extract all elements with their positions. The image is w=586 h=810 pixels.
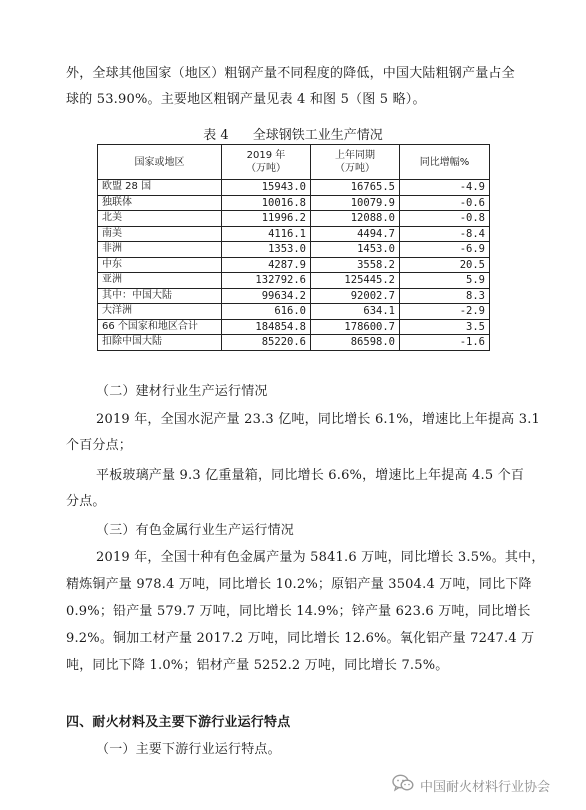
paragraph-line: 个百分点； — [66, 438, 133, 453]
cell-region: 其中：中国大陆 — [98, 288, 222, 304]
cell-yoy-change: 3.5 — [400, 319, 490, 335]
cell-previous-value: 4494.7 — [311, 226, 400, 242]
cell-yoy-change: -2.9 — [400, 304, 490, 320]
cell-yoy-change: 5.9 — [400, 273, 490, 289]
table-row — [98, 257, 490, 273]
table-row — [98, 335, 490, 351]
cell-region: 南美 — [98, 226, 222, 242]
paragraph-line: 球的 53.90%。主要地区粗钢产量见表 4 和图 5（图 5 略）。 — [66, 92, 426, 107]
table-row — [98, 242, 490, 258]
cell-2019-value: 11996.2 — [222, 211, 311, 227]
cell-2019-value: 99634.2 — [222, 288, 311, 304]
cell-region: 北美 — [98, 211, 222, 227]
cell-previous-value: 3558.2 — [311, 257, 400, 273]
section-heading: （二）建材行业生产运行情况 — [96, 384, 268, 399]
cell-yoy-change: -4.9 — [400, 180, 490, 196]
table-row — [98, 195, 490, 211]
paragraph-line: 2019 年，全国十种有色金属产量为 5841.6 万吨，同比增长 3.5%。其中， — [96, 550, 545, 565]
cell-region: 独联体 — [98, 195, 222, 211]
subsection-heading: （一）主要下游行业运行特点。 — [96, 742, 281, 757]
table-number: 表 4 — [203, 128, 229, 143]
table-row — [98, 304, 490, 320]
table-row — [98, 288, 490, 304]
cell-2019-value: 4116.1 — [222, 226, 311, 242]
cell-previous-value: 12088.0 — [311, 211, 400, 227]
chapter-heading: 四、耐火材料及主要下游行业运行特点 — [66, 715, 291, 730]
paragraph-line: 9.2%。铜加工材产量 2017.2 万吨，同比增长 12.6%。氧化铝产量 7247.4 万 — [66, 631, 535, 646]
table-row — [98, 180, 490, 196]
cell-region: 亚洲 — [98, 273, 222, 289]
table-title: 全球钢铁工业生产情况 — [252, 128, 383, 143]
cell-yoy-change: -8.4 — [400, 226, 490, 242]
cell-previous-value: 634.1 — [311, 304, 400, 320]
cell-yoy-change: 8.3 — [400, 288, 490, 304]
cell-previous-value: 92002.7 — [311, 288, 400, 304]
cell-2019-value: 184854.8 — [222, 319, 311, 335]
cell-2019-value: 616.0 — [222, 304, 311, 320]
cell-2019-value: 132792.6 — [222, 273, 311, 289]
cell-yoy-change: -0.6 — [400, 195, 490, 211]
cell-previous-value: 178600.7 — [311, 319, 400, 335]
section-heading: （三）有色金属行业生产运行情况 — [96, 523, 295, 538]
steel-production-table — [97, 144, 490, 351]
table-row — [98, 319, 490, 335]
cell-region: 大洋洲 — [98, 304, 222, 320]
cell-previous-value: 86598.0 — [311, 335, 400, 351]
cell-region: 非洲 — [98, 242, 222, 258]
cell-previous-value: 125445.2 — [311, 273, 400, 289]
cell-2019-value: 15943.0 — [222, 180, 311, 196]
cell-region: 中东 — [98, 257, 222, 273]
cell-yoy-change: 20.5 — [400, 257, 490, 273]
cell-2019-value: 85220.6 — [222, 335, 311, 351]
cell-2019-value: 10016.8 — [222, 195, 311, 211]
paragraph-line: 吨，同比下降 1.0%；铝材产量 5252.2 万吨，同比增长 7.5%。 — [66, 658, 449, 673]
cell-yoy-change: -1.6 — [400, 335, 490, 351]
header-yoy-change: 同比增幅% — [400, 145, 490, 180]
paragraph-line: 2019 年，全国水泥产量 23.3 亿吨，同比增长 6.1%，增速比上年提高 3.1 — [96, 412, 540, 427]
cell-region: 扣除中国大陆 — [98, 335, 222, 351]
cell-previous-value: 10079.9 — [311, 195, 400, 211]
table-row — [98, 211, 490, 227]
table-row — [98, 273, 490, 289]
cell-yoy-change: -0.8 — [400, 211, 490, 227]
cell-previous-value: 16765.5 — [311, 180, 400, 196]
table-caption — [0, 124, 586, 143]
table-header-row — [98, 145, 490, 180]
cell-2019-value: 4287.9 — [222, 257, 311, 273]
paragraph-line: 外，全球其他国家（地区）粗钢产量不同程度的降低，中国大陆粗钢产量占全 — [66, 66, 515, 81]
header-2019: 2019 年 （万吨） — [222, 145, 311, 180]
table-row — [98, 226, 490, 242]
header-previous-year: 上年同期 （万吨） — [311, 145, 400, 180]
paragraph-line: 分点。 — [66, 494, 106, 509]
cell-previous-value: 1453.0 — [311, 242, 400, 258]
watermark-text: 中国耐火材料行业协会 — [420, 779, 551, 795]
cell-yoy-change: -6.9 — [400, 242, 490, 258]
cell-region: 欧盟 28 国 — [98, 180, 222, 196]
cell-2019-value: 1353.0 — [222, 242, 311, 258]
cell-region: 66 个国家和地区合计 — [98, 319, 222, 335]
paragraph-line: 0.9%；铅产量 579.7 万吨，同比增长 14.9%；锌产量 623.6 万吨，同比增长 — [66, 604, 531, 619]
watermark — [392, 775, 550, 795]
wechat-icon — [392, 774, 414, 796]
paragraph-line: 精炼铜产量 978.4 万吨，同比增长 10.2%；原铝产量 3504.4 万吨，同比下降 — [66, 577, 532, 592]
paragraph-line: 平板玻璃产量 9.3 亿重量箱，同比增长 6.6%，增速比上年提高 4.5 个百 — [96, 468, 525, 483]
header-region: 国家或地区 — [98, 145, 222, 180]
